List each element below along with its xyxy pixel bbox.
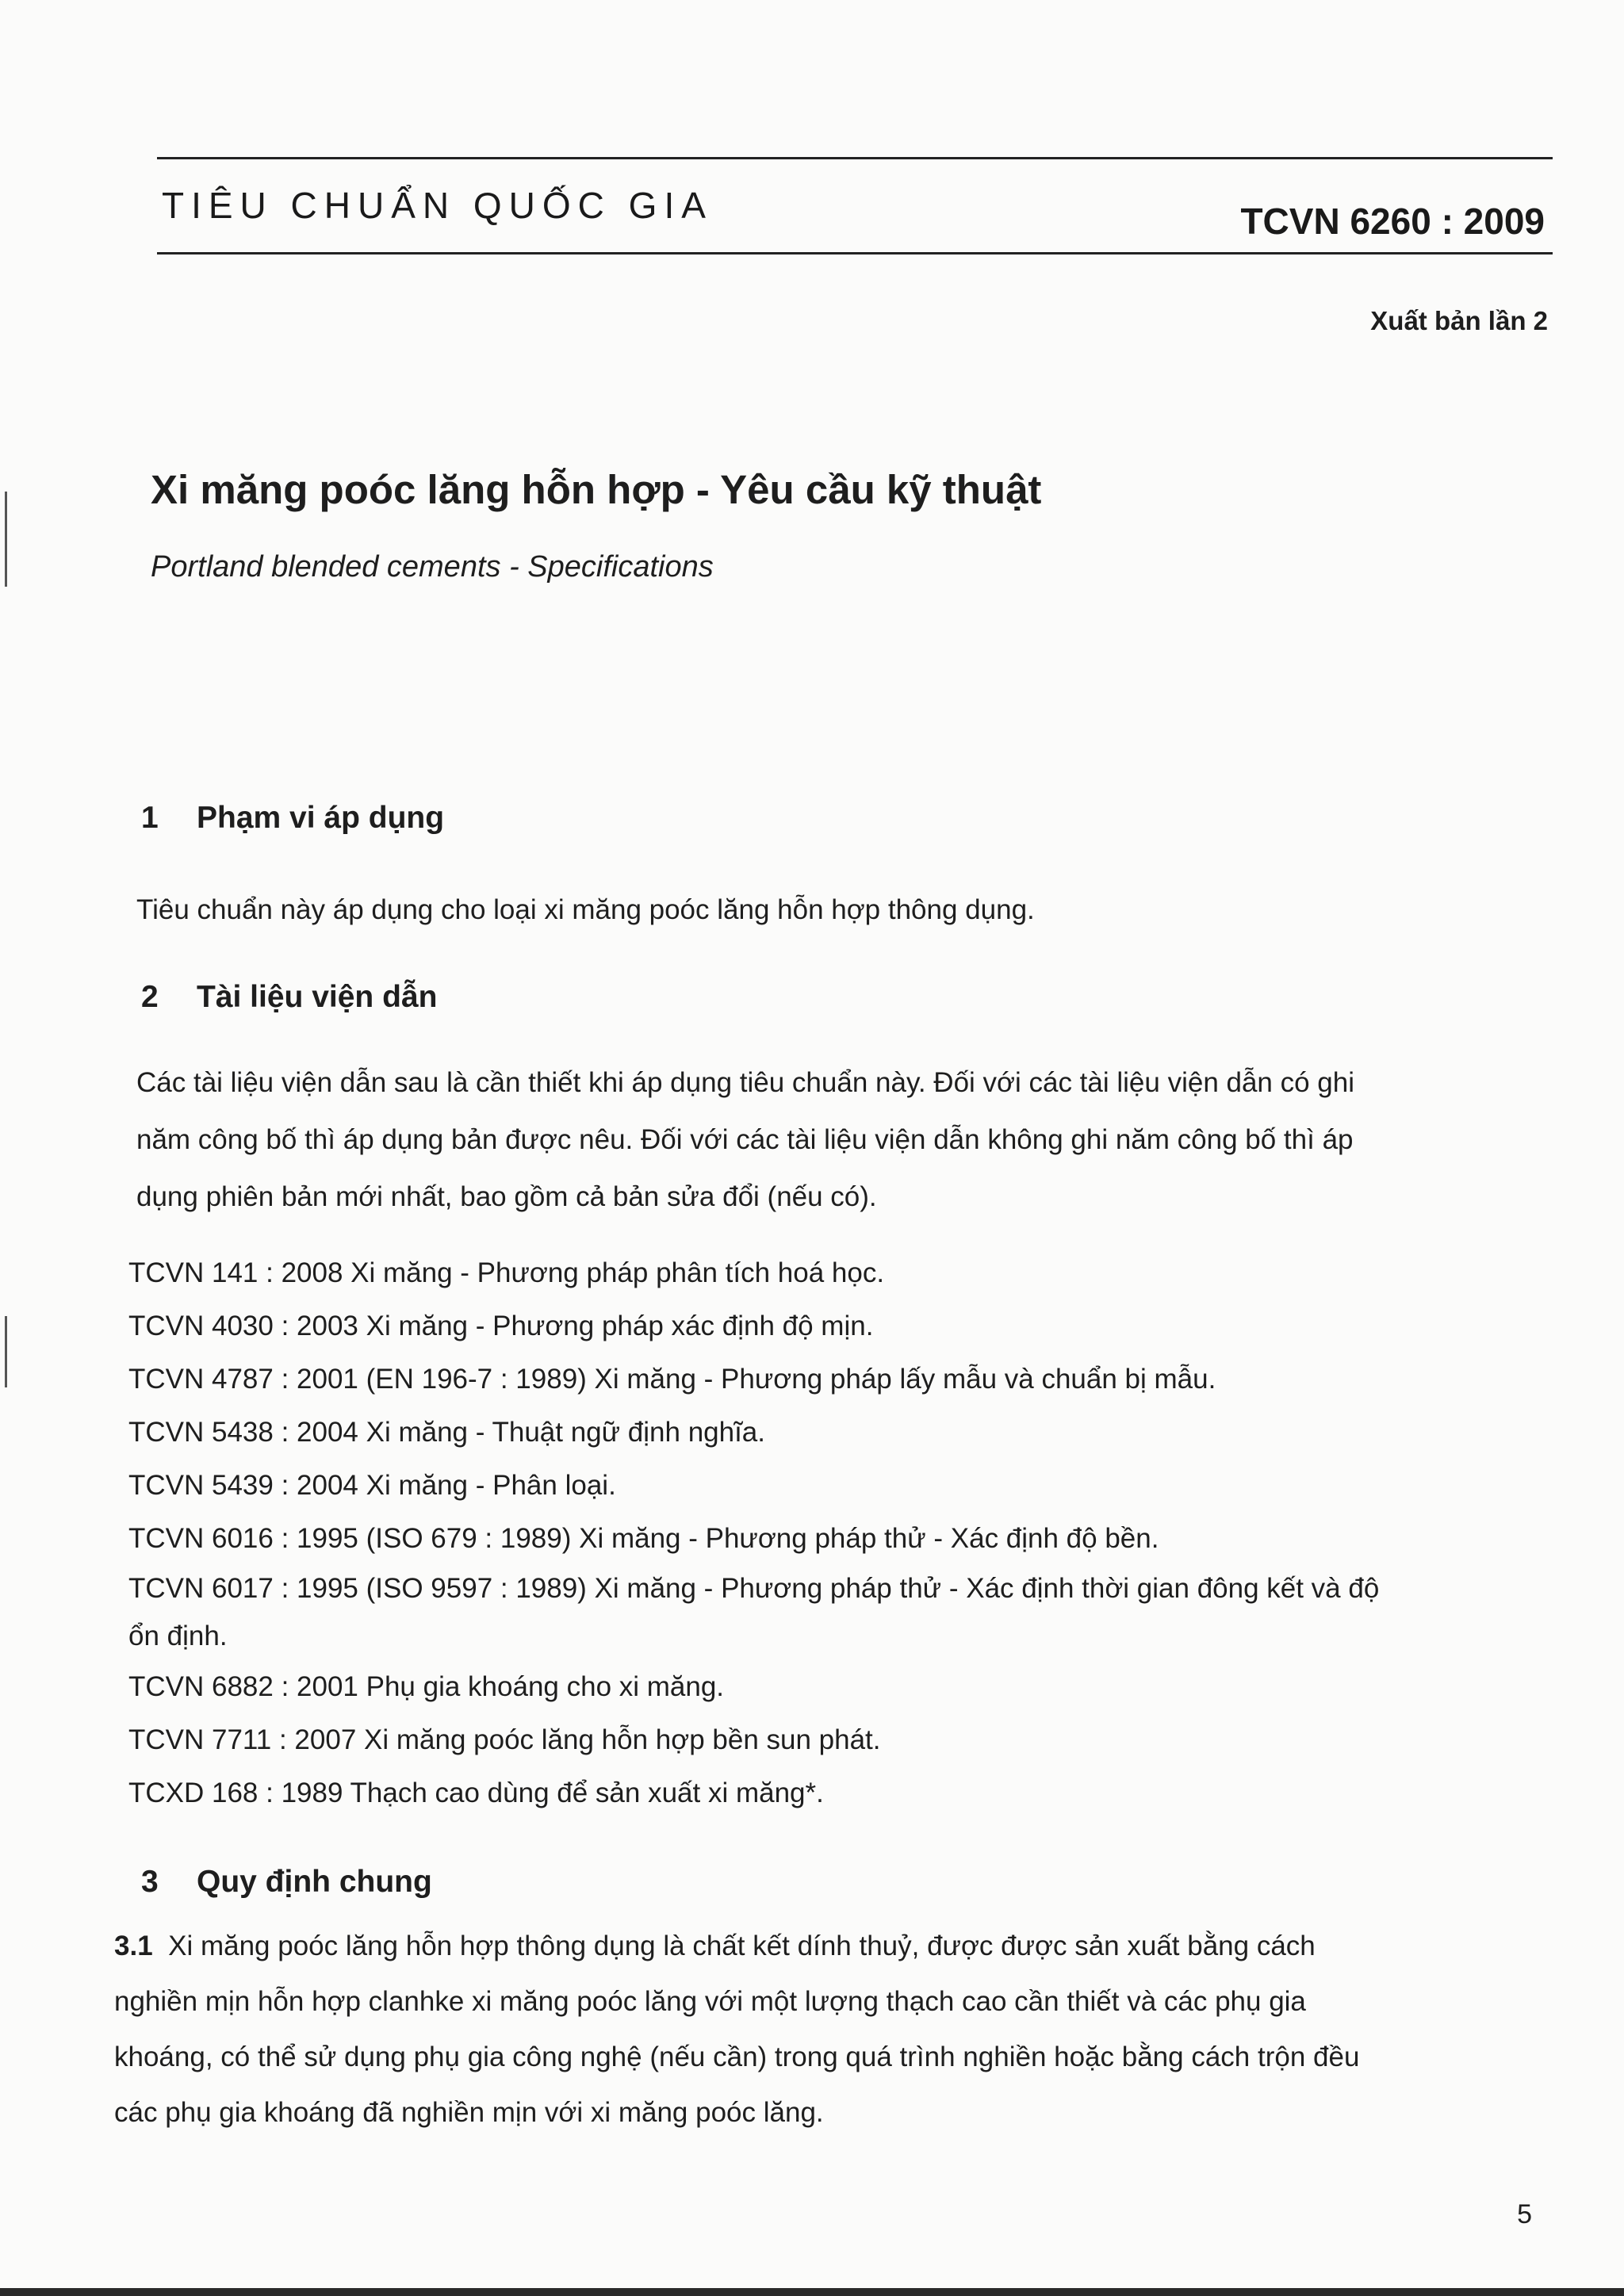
scan-margin-mark <box>5 1316 7 1387</box>
reference-item: TCVN 6017 : 1995 (ISO 9597 : 1989) Xi măng - Phương pháp thử - Xác định thời gian đông kết và độ <box>128 1573 1380 1604</box>
clause-line: khoáng, có thể sử dụng phụ gia công nghệ (nếu cần) trong quá trình nghiền hoặc bằng cách trộn đều <box>114 2042 1360 2072</box>
reference-item: TCVN 7711 : 2007 Xi măng poóc lăng hỗn hợp bền sun phát. <box>128 1724 881 1755</box>
standard-code: TCVN 6260 : 2009 <box>1240 201 1545 242</box>
section-title: Phạm vi áp dụng <box>197 801 445 835</box>
clause-3-1 <box>114 1919 1359 2141</box>
clause-number: 3.1 <box>114 1931 153 1961</box>
reference-item: TCVN 5438 : 2004 Xi măng - Thuật ngữ định nghĩa. <box>128 1417 766 1448</box>
section-title: Tài liệu viện dẫn <box>197 980 438 1014</box>
reference-list <box>128 1246 1379 1820</box>
paragraph-line: Các tài liệu viện dẫn sau là cần thiết khi áp dụng tiêu chuẩn này. Đối với các tài liệu viện dẫn có ghi <box>136 1067 1355 1098</box>
section-number: 1 <box>141 801 159 835</box>
reference-item: TCVN 4787 : 2001 (EN 196-7 : 1989) Xi măng - Phương pháp lấy mẫu và chuẩn bị mẫu. <box>128 1364 1216 1395</box>
reference-item: TCXD 168 : 1989 Thạch cao dùng để sản xuất xi măng*. <box>128 1777 824 1808</box>
paragraph-line: dụng phiên bản mới nhất, bao gồm cả bản sửa đổi (nếu có). <box>136 1181 877 1212</box>
section-1-text: Tiêu chuẩn này áp dụng cho loại xi măng poóc lăng hỗn hợp thông dụng. <box>136 894 1035 925</box>
scan-margin-mark <box>5 492 7 587</box>
reference-item: TCVN 6882 : 2001 Phụ gia khoáng cho xi măng. <box>128 1671 725 1702</box>
standard-series-label: TIÊU CHUẨN QUỐC GIA <box>162 185 713 226</box>
reference-item: TCVN 5439 : 2004 Xi măng - Phân loại. <box>128 1470 616 1501</box>
section-2-heading <box>141 980 437 1015</box>
clause-line: nghiền mịn hỗn hợp clanhke xi măng poóc lăng với một lượng thạch cao cần thiết và các phụ gia <box>114 1986 1306 2017</box>
clause-text: Xi măng poóc lăng hỗn hợp thông dụng là chất kết dính thuỷ, được được sản xuất bằng cách <box>168 1931 1316 1961</box>
section-2-paragraph <box>136 1054 1354 1226</box>
paragraph-line: năm công bố thì áp dụng bản được nêu. Đối với các tài liệu viện dẫn không ghi năm công bố thì áp <box>136 1124 1354 1155</box>
section-number: 2 <box>141 980 159 1014</box>
reference-item: TCVN 4030 : 2003 Xi măng - Phương pháp xác định độ mịn. <box>128 1311 874 1341</box>
header-bottom-rule <box>157 252 1553 254</box>
section-1-heading <box>141 801 444 836</box>
clause-line <box>114 1919 1359 1974</box>
reference-item: TCVN 141 : 2008 Xi măng - Phương pháp phân tích hoá học. <box>128 1257 885 1288</box>
section-number: 3 <box>141 1865 159 1899</box>
section-3-heading <box>141 1865 432 1900</box>
header-top-rule <box>157 157 1553 159</box>
section-title: Quy định chung <box>197 1865 432 1899</box>
document-title: Xi măng poóc lăng hỗn hợp - Yêu cầu kỹ thuật <box>151 467 1042 512</box>
clause-line: các phụ gia khoáng đã nghiền mịn với xi măng poóc lăng. <box>114 2097 824 2128</box>
scan-bottom-edge <box>0 2288 1624 2296</box>
reference-item: TCVN 6016 : 1995 (ISO 679 : 1989) Xi măng - Phương pháp thử - Xác định độ bền. <box>128 1523 1159 1554</box>
document-subtitle: Portland blended cements - Specifications <box>151 550 714 584</box>
edition-label: Xuất bản lần 2 <box>1370 306 1548 335</box>
page-number: 5 <box>1517 2199 1532 2229</box>
reference-item-continuation: ổn định. <box>128 1621 228 1651</box>
